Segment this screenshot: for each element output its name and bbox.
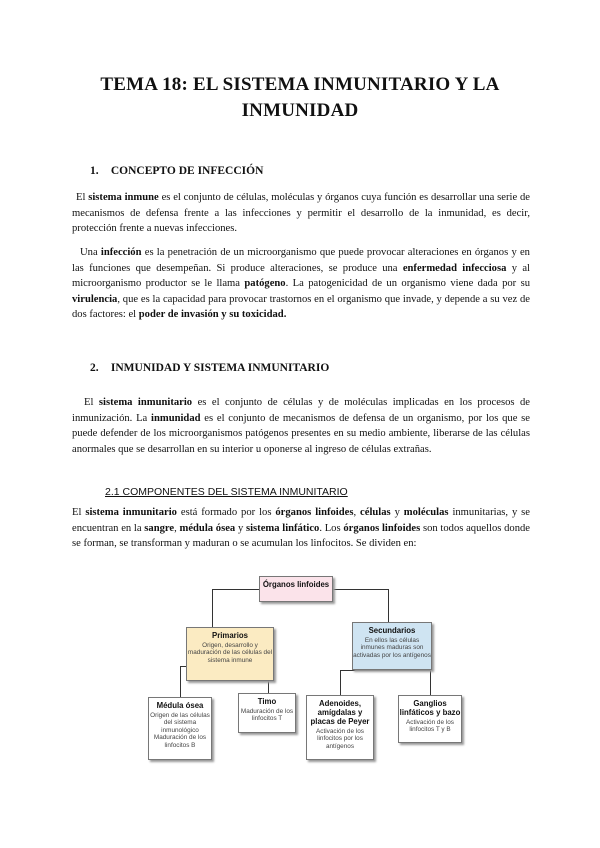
- section-2-heading: [90, 362, 329, 374]
- connector-secundarios-ganglios: [430, 670, 431, 695]
- node-medula-osea: Médula ósea Origen de las células del sistema inmunológico Maduración de los linfocitos B: [148, 697, 212, 760]
- node-secundarios: Secundarios En ellos las células inmunes maduras son activadas por los antígenos: [352, 622, 432, 670]
- paragraph-2: Una infección es la penetración de un microorganismo que puede provocar alteraciones en órganos y en las funciones que desempeñan. Si produce alteraciones, se produce una enfermedad infecciosa y al microorganismo productor se le llama patógeno. La patogenicidad de un organismo viene dada por su virulencia, que es la capacidad para provocar trastornos en el organismo que invade, y depende a su vez de dos factores: el poder de invasión y su toxicidad.: [72, 247, 531, 320]
- connector-secundarios-horizontal: [340, 670, 430, 671]
- connector-root-primarios: [212, 589, 213, 627]
- section-2-number: 2.: [90, 362, 99, 374]
- connector-root-secundarios: [388, 589, 389, 622]
- node-organos-linfoides: Órganos linfoides: [259, 576, 333, 602]
- node-adenoides: Adenoides, amígdalas y placas de Peyer Activación de los linfocitos por los antígenos: [306, 695, 374, 760]
- section-1-title: CONCEPTO DE INFECCIÓN: [110, 165, 264, 177]
- node-primarios: Primarios Origen, desarrollo y maduración de las células del sistema inmune: [186, 627, 274, 681]
- section-2-title: INMUNIDAD Y SISTEMA INMUNITARIO: [110, 362, 330, 374]
- page-title: TEMA 18: EL SISTEMA INMUNITARIO Y LA INMUNIDAD: [100, 74, 500, 121]
- paragraph-4: El sistema inmunitario está formado por los órganos linfoides, células y moléculas inmunitarias, y se encuentran en la sangre, médula ósea y sistema linfático. Los órganos linfoides son todos aquellos donde se forman, se transforman y maduran o se acumulan los linfocitos. Se dividen en:: [72, 507, 531, 549]
- section-1-heading: [90, 165, 263, 177]
- section-1-number: 1.: [90, 165, 99, 177]
- subsection-heading: 2.1 COMPONENTES DEL SISTEMA INMUNITARIO: [105, 486, 348, 498]
- node-timo: Timo Maduración de los linfocitos T: [238, 693, 296, 733]
- node-ganglios: Ganglios linfáticos y bazo Activación de los linfocitos T y B: [398, 695, 462, 743]
- paragraph-3: El sistema inmunitario es el conjunto de células y de moléculas implicadas en los procesos de inmunización. La inmunidad es el conjunto de mecanismos de defensa de un organismo, por los que se puede defender de los microorganismos patógenos presentes en su medio ambiente, liberarse de las células anormales que se desarrollan en su interior u oponerse al ingreso de células extrañas.: [72, 397, 531, 455]
- connector-primarios-medula: [180, 666, 181, 697]
- connector-secundarios-adenoides: [340, 670, 341, 695]
- paragraph-1: El sistema inmune es el conjunto de células, moléculas y órganos cuya función es desarrollar una serie de mecanismos de defensa frente a las infecciones y permitir el desarrollo de la inmunidad, es decir, protección frente a nuevas infecciones.: [72, 192, 530, 234]
